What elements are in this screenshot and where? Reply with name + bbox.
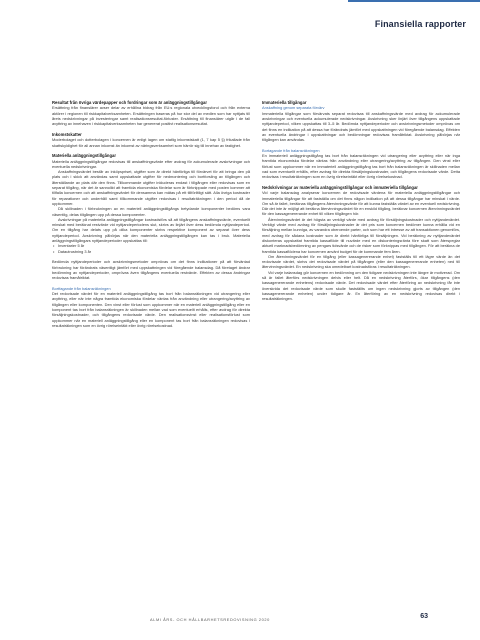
section-derecognition bbox=[52, 286, 250, 328]
heading-tangible-assets: Materiella anläggningstillgångar bbox=[52, 153, 116, 159]
section-impairment bbox=[262, 185, 460, 302]
useful-life-list bbox=[52, 243, 250, 254]
paragraph: Vid varje balansdag analyserar koncernen de redovisade värdena för materiella anläggningstillgångar och immateriella tillgångar för att fastställa om det finns någon indikation på att dessa tillgångar har minskat i värde. Om så är fallet, beräknas tillgångens återvinningsvärde för att kunna fastställa värdet av en eventuell nedskrivning. Där det inte är möjligt att beräkna återvinningsvärdet för en enskild tillgång, beräknar koncernen återvinningsvärdet för den kassagenererande enhet till vilken tillgången hör. bbox=[262, 190, 460, 217]
page-number: 63 bbox=[420, 613, 428, 620]
paragraph: Vid varje balansdag gör koncernen en bedömning om den tidigare nedskrivningen inte längre är motiverad. Om så är fallet återförs nedskrivningen delvis eller helt. Då en nedskrivning återförs, ökar tillgångens (den kassagenererande enhetens) redovisade värde. Det redovisade värdet efter återföring av nedskrivning får inte överskrida det redovisade värde som skulle fastställts om ingen nedskrivning gjorts av tillgången (den kassagenererande enheten) under tidigare år. En återföring av en nedskrivning redovisas direkt i resultaträkningen. bbox=[262, 269, 460, 302]
paragraph: Immateriella tillgångar som förvärvats separat redovisas till anskaffningsvärde med avdrag för ackumulerade avskrivningar och eventuella ackumulerade nedskrivningar. Avskrivning sker linjärt över tillgångens uppskattade nyttjandeperiod, vilken uppskattas till 3–5 år. Bedömda nyttjandeperioder och avskrivningsmetoder omprövas om det finns en indikation på att dessa har förändrats jämfört med uppskattningen vid föregående balansdag. Effekten av eventuella ändringar i uppskattningar och bedömningar redovisas framåtriktat. Avskrivning påbörjas när tillgången kan användas. bbox=[262, 110, 460, 143]
section-intangible-assets bbox=[262, 100, 460, 142]
footer-report-name: ALMI ÅRS- OCH HÅLLBARHETSREDOVISNING 2020 bbox=[150, 617, 270, 622]
list-item: • Inventarier 5 år bbox=[58, 243, 250, 248]
subheading-derecognition: Bortagande från balansräkningen bbox=[262, 147, 320, 153]
paragraph: Det redovisade värdet för en materiell anläggningstillgång tas bort från balansräkningen vid utrangering eller avyttring, eller när inte några framtida ekonomiska fördelar väntas från användning eller utrangering/avyttring av tillgången eller komponenten. Den vinst eller förlust som uppkommer när en materiell anläggningstillgång eller en komponent tas bort från balansräkningen är skillnaden mellan vad som eventuellt erhålls, efter avdrag för direkta försäljningskostnader, och tillgångens redovisade värde. Den realisationsvinst eller realisationsförlust som uppkommer när en materiell anläggningstillgång eller en komponent tas bort från balansräkningen redovisas i resultaträkningen som en övrig rörelseintäkt eller övrig rörelsekostnad. bbox=[52, 291, 250, 328]
paragraph: Bedömda nyttjandeperioder och avskrivningsmetoder omprövas om det finns indikationer på att förväntad förbrukning har förändrats väsentligt jämfört med uppskattningen vid föregående balansdag. Då företaget ändrar bedömning av nyttjandeperioder, omprövas även tillgångens eventuella restvärde. Effekten av dessa ändringar redovisas framåtriktat. bbox=[52, 259, 250, 281]
paragraph: Återvinningsvärdet är det högsta av verkligt värde med avdrag för försäljningskostnader och nyttjandevärdet. Verkligt värde med avdrag för försäljningskostnader är det pris som koncernen bedömer kunna erhålla vid en försäljning mellan kunniga, av varandra oberoende parter, och som har ett intresse av att transaktionen genomförs, med avdrag för sådana kostnader som är direkt hänförliga till försäljningen. Vid beräkning av nyttjandevärdet diskonteras uppskattat framtida kassaflöde till nuvärde med en diskonteringsränta före skatt som återspeglar aktuell marknadsbedömning av pengars tidsvärde och de risker som förknippas med tillgången. För att beräkna de framtida kassaflödena har koncernen använt budget för de kommande fem åren. bbox=[262, 216, 460, 254]
section-income-tax bbox=[52, 132, 250, 148]
paragraph: Då skillnaden i förbrukningen av en materiell anläggningstillgångs betydande komponenter bedöms vara väsentlig, delas tillgången upp på dessa komponenter. bbox=[52, 206, 250, 217]
paragraph: En immateriell anläggningstillgång tas bort från balansräkningen vid utrangering eller avyttring eller när inga framtida ekonomiska fördelar väntas från användning eller utrangering/avyttring av tillgången. Den vinst eller förlust som uppkommer när en immateriell anläggningstillgång tas bort från balansräkningen är skillnaden mellan vad som eventuellt erhålls, efter avdrag för direkta försäljningskostnader, och tillgångens redovisade värde. Detta redovisas i resultaträkningen som en övrig rörelseintäkt eller övrig rörelsekostnad. bbox=[262, 153, 460, 180]
subheading-derecognition: Bortfagande från balansräkningen bbox=[52, 285, 111, 291]
paragraph: Ersättning från finansiärer avser delar av erhållna bidrag från EU:s regionala utvecklingsfond och från externa aktörer i regionen till riskkapitalverksamheten. Ersättningen baseras på hur stor del av medlen som har nyttjats till årets nedskrivningar på investeringar samt realisationsresultat-förluster. Ersättning till finansiärer utgår i de fall avyttring av innehaven i riskkapitalverksamheten har genererat positivt realisationsresultat. bbox=[52, 105, 250, 127]
list-item: • Datautrustning 3 år bbox=[58, 249, 250, 254]
heading-securities: Resultat från övriga värdepapper och fordringar som är anläggningstillgångar bbox=[52, 100, 207, 105]
section-tangible-assets bbox=[52, 153, 250, 280]
subheading-separate-acquisition: Anskaffning genom separata förvärv bbox=[262, 105, 325, 111]
heading-impairment: Nedskrivningar av materiella anläggningstillgångar och immateriella tillgångar bbox=[262, 184, 418, 190]
section-intangible-derecognition bbox=[262, 148, 460, 180]
heading-income-tax: Inkomstskatter bbox=[52, 131, 82, 137]
section-securities bbox=[52, 100, 250, 127]
header-accent-bar bbox=[348, 0, 480, 44]
paragraph: Om återvinningsvärdet för en tillgång (eller kassagenererande enhet) fastställs till ett lägre värde än det redovisade värdet, skrivs det redovisade värdet på tillgången (eller den kassagenererande enheten) ned till återvinningsvärdet. En nedskrivning ska omedelbart kostnadsföras i resultaträkningen. bbox=[262, 253, 460, 270]
paragraph: Anskaffningsvärdet består av inköpspriset, utgifter som är direkt hänförliga till förvärvet för att bringa den på plats och i skick att användas samt uppskattade utgifter för nedmontering och bortforsling av tillgången och återställande av plats där den finns. Tillkommande utgifter inkluderas endast i tillgången eller redovisas som en separat tillgång, när det är sannolikt att framtida ekonomiska fördelar som är förknippade med posten kommer att tillfalla koncernen och att anskaffningsvärdet för densamma kan mätas på ett tillförlitligt sätt. Alla övriga kostnader för reparationer och underhåll samt tillkommande utgifter redovisas i resultaträkningen i den period då de uppkommer. bbox=[52, 169, 250, 206]
heading-intangible-assets: Immateriella tillgångar bbox=[262, 100, 307, 105]
section-title: Finansiella rapporter bbox=[374, 19, 466, 29]
paragraph: Materiella anläggningstillgångar redovisas till anskaffningsvärde efter avdrag för ackumulerade avskrivningar och eventuella nedskrivningar. bbox=[52, 158, 250, 169]
paragraph: Avskrivningar på materiella anläggningstillgångar kostnadsförs så att tillgångens anskaffningsvärde, eventuellt minskat med beräknat restvärde vid nyttjandeperiodens slut, skrivs av linjärt över dess bedömda nyttjandeperiod. Om en tillgång har delats upp på olika komponenter skrivs respektive komponent av separat över dess nyttjandeperiod. Avskrivning påbörjas när den materiella anläggningstillgången kan tas i bruk. Materiella anläggningstillgångars nyttjandeperioder uppskattas till: bbox=[52, 216, 250, 244]
paragraph: Moderbolaget och dotterbolagen i koncernen är enligt lagen om statlig inkomstskatt (1, 7 kap 5 §) frikallade från skattskyldighet för all annan inkomst än inkomst av näringsverksamhet som härrör sig till innehav av fastighet. bbox=[52, 137, 250, 148]
left-column bbox=[52, 100, 250, 333]
right-column bbox=[262, 100, 460, 302]
